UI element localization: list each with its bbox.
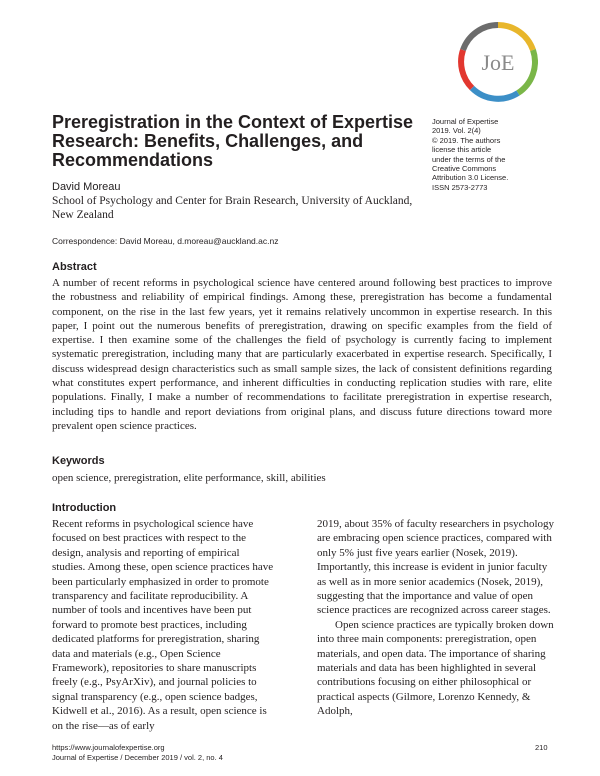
meta-line: 2019. Vol. 2(4) — [432, 126, 481, 136]
meta-line: license this article — [432, 145, 492, 155]
intro-column-left: Recent reforms in psychological science have focused on best practices with respect to the design, analysis and reporting of empirical studies. Among these, open science practices have been particularly emphasized in order to promote transparency and facilitate reproducibility. A number of tools and incentives have been put forward to promote best practices, including dedicated platforms for preregistration, sharing data and materials (e.g., Open Science Framework), repositories to share manuscripts freely (e.g., PsyArXiv), and journal policies to signal transparency (e.g., open science badges, Kidwell et al., 2016). As a result, open science is on the rise—as of early — [52, 518, 274, 732]
author-affiliation: School of Psychology and Center for Brain Research, University of Auckland, New Zealand — [52, 195, 413, 221]
meta-line: © 2019. The authors — [432, 135, 501, 145]
abstract-heading: Abstract — [52, 261, 97, 273]
meta-line: under the terms of the — [432, 154, 506, 164]
paper-title: Preregistration in the Context of Expertise Research: Benefits, Challenges, and Recommendations — [52, 112, 414, 170]
introduction-heading: Introduction — [52, 502, 117, 514]
journal-url-link[interactable]: https://www.journalofexpertise.org — [52, 743, 165, 752]
journal-logo — [458, 22, 538, 102]
keywords-text: open science, preregistration, elite performance, skill, abilities — [52, 472, 326, 484]
intro-column-right — [317, 517, 557, 719]
page-footer — [52, 743, 223, 762]
logo-text: JoE — [481, 50, 515, 75]
intro-paragraph: 2019, about 35% of faculty researchers in psychology are embracing open science practices, compared with only 5% just five years earlier (Nosek, 2019). Importantly, this increase is evident in junior faculty as well as in more senior academics (Nosek, 2019), suggesting that the importance and value of open science practices are recognized across career stages. — [317, 518, 555, 617]
meta-line: ISSN 2573-2773 — [432, 182, 488, 192]
meta-line: Attribution 3.0 License. — [432, 173, 509, 183]
meta-line: Creative Commons — [432, 164, 497, 174]
intro-paragraph: Open science practices are typically broken down into three main components: preregistration, open materials, and open data. The importance of sharing materials and data has been highlighted in several contributions focusing on either philosophical or practical aspects (Gilmore, Lorenzo Kennedy, & Adolph, — [317, 618, 554, 718]
page-number: 210 — [535, 743, 548, 752]
journal-citation: Journal of Expertise / December 2019 / vol. 2, no. 4 — [52, 752, 223, 762]
keywords-heading: Keywords — [52, 455, 105, 467]
abstract-text: A number of recent reforms in psychological science have centered around following best practices to improve the robustness and reliability of empirical findings. Among these, preregistration has become a fundamental component, on the rise in the last few years, yet it remains relatively uncommon in expertise research. In this paper, I point out the numerous benefits of preregistration, drawing on specific examples from the field of expertise. I then examine some of the challenges the field of psychology is currently facing to implement systematic preregistration, including many that are particularly exacerbated in expertise research. Specifically, I discuss widespread design characteristics such as small sample sizes, the lack of consistent definitions regarding what constitutes expert performance, and inherent difficulties in conducting replication studies with rare, elite populations. Finally, I make a number of recommendations to facilitate preregistration in expertise research, including tips to handle and report deviations from original plans, and discuss future directions toward more prevalent open science practices. — [52, 277, 552, 432]
journal-meta — [432, 117, 572, 192]
meta-line: Journal of Expertise — [432, 117, 499, 126]
correspondence: Correspondence: David Moreau, d.moreau@auckland.ac.nz — [52, 236, 279, 246]
author-name: David Moreau — [52, 181, 121, 193]
